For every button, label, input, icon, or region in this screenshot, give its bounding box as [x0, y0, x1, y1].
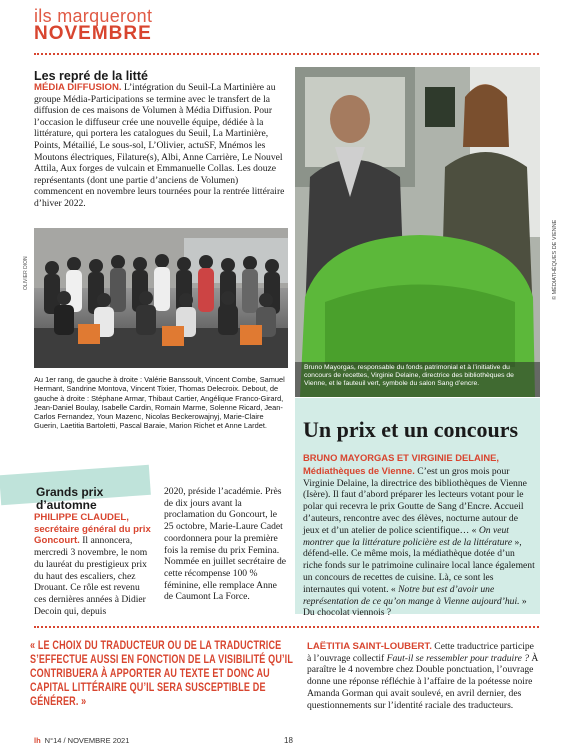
grands-prix-column-1	[34, 512, 154, 617]
grands-prix-title: Grands prix d’automne	[36, 485, 104, 512]
prix-concours-body	[303, 452, 535, 619]
magazine-logo: lh	[34, 736, 41, 745]
portrait-photo-caption: Bruno Mayorgas, responsable du fonds patrimonial et à l’initiative du concours de recettes, Virginie Delaine, directrice des bibliothèques de Vienne, et le fauteuil vert, symbole du salon Sang d’encre.	[304, 364, 514, 388]
portrait-photo-credit: © MÉDIATHÈQUES DE VIENNE	[552, 219, 558, 300]
prix-concours-text-1: C’est un gros mois pour Virginie Delaine, la directrice des bibliothèques de Vienne (Isère). Il faut d’abord préparer les lecteurs votant pour le polar qui recevra le prix Goutte de Sang d’Encre. Accueil d’auteurs, rencontre avec des élèves, nocturne autour de jeux et d’un atelier de police scientifique… «	[303, 465, 527, 536]
pull-quote-text: « LE CHOIX DU TRADUCTEUR OU DE LA TRADUCTRICE S’EFFECTUE AUSSI EN FONCTION DE LA VISIBILITÉ QU’IL CONTRIBUERA À APPORTER AU TEXTE ET DONC AU CAPITAL LITTÉRAIRE QU’IL SERA SUSCEPTIBLE DE GÉNÉRER. »	[30, 639, 293, 708]
traductrice-kicker: LAËTITIA SAINT-LOUBERT.	[307, 641, 432, 652]
issue-label: N°14 / NOVEMBRE 2021	[44, 736, 130, 745]
group-photo-credit: OLIVIER DION	[23, 256, 29, 290]
article-lit-title: Les repré de la litté	[34, 69, 148, 83]
prix-concours-text-3: » Du chocolat viennois ?	[303, 595, 527, 619]
article-lit-body	[34, 82, 288, 210]
header-title-top: ils marqueront	[34, 6, 153, 26]
prix-concours-quote-2: Notre but est d’avoir une représentation de ce qu’on mange à Vienne aujourd’hui.	[303, 583, 520, 607]
header-divider	[34, 53, 539, 55]
grands-prix-text-1: Il annoncera, mercredi 3 novembre, le nom du lauréat du prestigieux prix du haut des escaliers, chez Drouant. Ce rôle est revenu ces dernières années à Didier Decoin qui, depuis	[34, 535, 148, 617]
prix-concours-text-2: », défend-elle. Ce même mois, la médiathèque dotée d’un riche fonds sur le patrimoine culinaire local lance également un concours de recettes de cuisine. Là, ce sont les internautes qui votent. «	[303, 536, 535, 595]
pull-quote	[30, 639, 293, 709]
article-lit-text: L’intégration du Seuil-La Martinière au groupe Média-Participations se termine avec le transfert de la diffusion de ces maisons de Volumen à Média Diffusion. Pour l’occasion le diffuseur crée une nouvelle équipe, dédiée à la littérature, qui portera les catalogues du Seuil, La Martinière, Points, Métailié, Le sous-sol, L’Olivier, actuSF, Mnémos les Moutons électriques, Filature(s), Albi, Anne Carrière, Le Nouvel Attila, Aux forges de vulcain et Emmanuelle Collas. Les douze représentants (dont une partie d’anciens de Volumen) commencent en novembre leurs tournées pour la rentrée littéraire d’hiver 2022.	[34, 82, 285, 209]
traductrice-body	[307, 641, 539, 711]
group-photo-illustration	[34, 228, 288, 368]
traductrice-text-2: À paraître le 4 novembre chez Double ponctuation, l’ouvrage donne une réponse réfléchie à l’affaire de la poétesse noire Amanda Gorman qui avait soulevé, en avril dernier, des questionnements sur l’identité raciale des traducteurs.	[307, 652, 539, 711]
prix-concours-quote-1: On veut montrer que la littérature policière est de la littérature	[303, 524, 513, 548]
portrait-photo-illustration	[295, 67, 540, 397]
prix-concours-kicker: BRUNO MAYORGAS ET VIRGINIE DELAINE, Médiathèques de Vienne.	[303, 452, 500, 476]
grands-prix-column-2: 2020, préside l’académie. Près de dix jours avant la proclamation du Goncourt, le 25 octobre, Marie-Laure Cadet coordonnera pour la première fois la remise du prix Femina. Nommée en juillet secrétaire de cette récompense 100 % féminine, elle remplace Anne de Caumont La Force.	[164, 486, 286, 603]
header-title-bottom: NOVEMBRE	[34, 23, 152, 44]
bottom-divider	[34, 626, 539, 628]
traductrice-text-1: Cette traductrice participe à l’ouvrage collectif	[307, 641, 534, 664]
footer	[34, 736, 129, 745]
page-number: 18	[284, 736, 293, 745]
portrait-photo	[295, 67, 540, 397]
grands-prix-kicker: PHILIPPE CLAUDEL, secrétaire général du prix Goncourt.	[34, 512, 151, 547]
article-lit-kicker: MÉDIA DIFFUSION.	[34, 82, 122, 93]
prix-concours-title: Un prix et un concours	[303, 417, 519, 442]
group-photo-caption: Au 1er rang, de gauche à droite : Valérie Banssoult, Vincent Combe, Samuel Hermant, Sandrine Montova, Vincent Tixier, Thomas Delecroix. Debout, de gauche à droite : Stéphane Armar, Thibaut Cartier, Angélique Franco-Girard, Jean-Daniel Boulay, Isabelle Cardin, Romain Marme, Solenne Ricard, Jean-Carlos Fernandez, Youn Mazenc, Nicolas Beckerowajnyj, Marie-Claire Guerin, Laetitia Bartoletti, Pascal Baraie, Marion Richet et Anne Lardet.	[34, 375, 285, 431]
traductrice-book-title: Faut-il se ressembler pour traduire ?	[386, 652, 530, 664]
group-photo	[34, 228, 288, 368]
